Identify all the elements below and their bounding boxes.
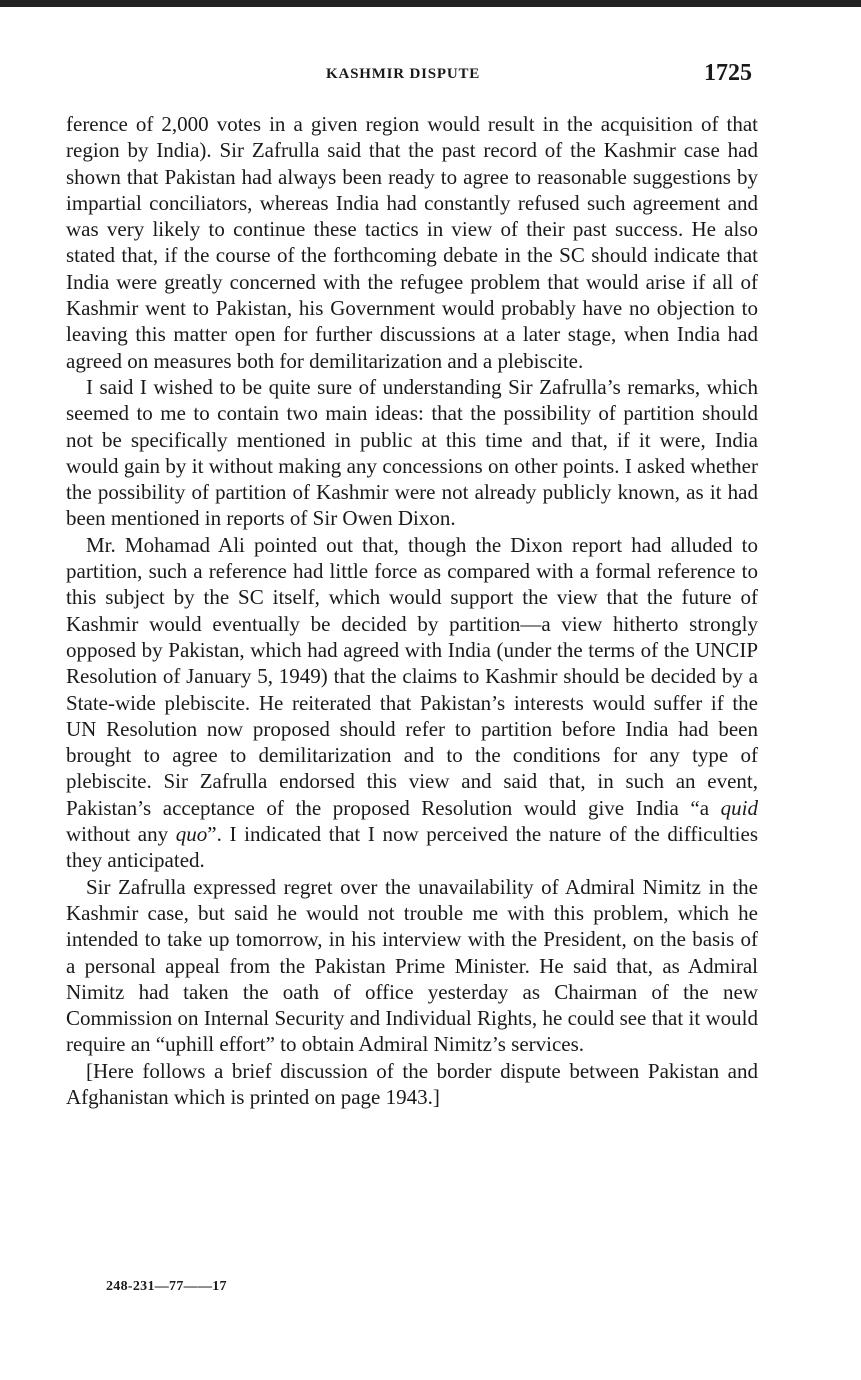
paragraph-5: [Here follows a brief discussion of the border dispute between Pakistan and Afghanistan which is printed on page 1943.]	[66, 1058, 758, 1109]
paragraph-3	[66, 532, 758, 874]
paragraph-2: I said I wished to be quite sure of understanding Sir Zafrulla’s remarks, which seemed to me to contain two main ideas: that the possibility of partition should not be specifically mentioned in public at this time and that, if it were, India would gain by it without making any concessions on other points. I asked whether the possibility of partition of Kashmir were not already publicly known, as it had been mentioned in reports of Sir Owen Dixon.	[66, 374, 758, 531]
quo-italic: quo	[175, 822, 208, 847]
running-head	[0, 60, 861, 92]
paragraph-3-text-before: Mr. Mohamad Ali pointed out that, though the Dixon report had alluded to partition, such a reference had little force as compared with a formal reference to this subject by the SC itself, which would support the view that the future of Kashmir would eventually be decided by partition—a view hitherto strongly opposed by Pakistan, which had agreed with India (under the terms of the UNCIP Resolution of January 5, 1949) that the claims to Kashmir should be decided by a State-wide plebiscite. He reiterated that Pakistan’s interests would suffer if the UN Resolution now proposed should refer to partition before India had been brought to agree to demilitarization and to the conditions for any type of plebiscite. Sir Zafrulla endorsed this view and said that, in such an event, Pakistan’s acceptance of the proposed Resolution would give India “a	[66, 532, 758, 820]
paragraph-1: ference of 2,000 votes in a given region would result in the acquisition of that region by India). Sir Zafrulla said that the past record of the Kashmir case had shown that Pakistan had always been ready to agree to reasonable suggestions by impartial conciliators, whereas India had constantly refused such agreement and was very likely to continue these tactics in view of their past success. He also stated that, if the course of the forthcoming debate in the SC should indicate that India were greatly concerned with the refugee problem that would arise if all of Kashmir went to Pakistan, his Government would probably have no objection to leaving this matter open for further discussions at a later stage, when India had agreed on measures both for demilitarization and a plebiscite.	[66, 112, 758, 373]
paragraph-4: Sir Zafrulla expressed regret over the unavailability of Admiral Nimitz in the Kashmir case, but said he would not trouble me with this problem, which he intended to take up tomorrow, in his interview with the President, on the basis of a personal appeal from the Pakistan Prime Minister. He said that, as Admiral Nimitz had taken the oath of office yesterday as Chairman of the new Commission on Internal Security and Individual Rights, he could see that it would require an “uphill effort” to obtain Admiral Nimitz’s services.	[66, 874, 758, 1057]
quid-italic: quid	[720, 795, 758, 820]
paragraph-3-text-middle: without any	[66, 822, 176, 847]
printer-imprint: 248-231—77——17	[106, 1279, 227, 1294]
paragraph-3-text-after: ”. I indicated that I now perceived the nature of the difficulties they anticipated.	[66, 822, 758, 873]
running-title: KASHMIR DISPUTE	[326, 66, 481, 82]
page-number: 1725	[704, 60, 752, 86]
top-border-rule	[0, 0, 861, 7]
body-text	[66, 111, 758, 1110]
